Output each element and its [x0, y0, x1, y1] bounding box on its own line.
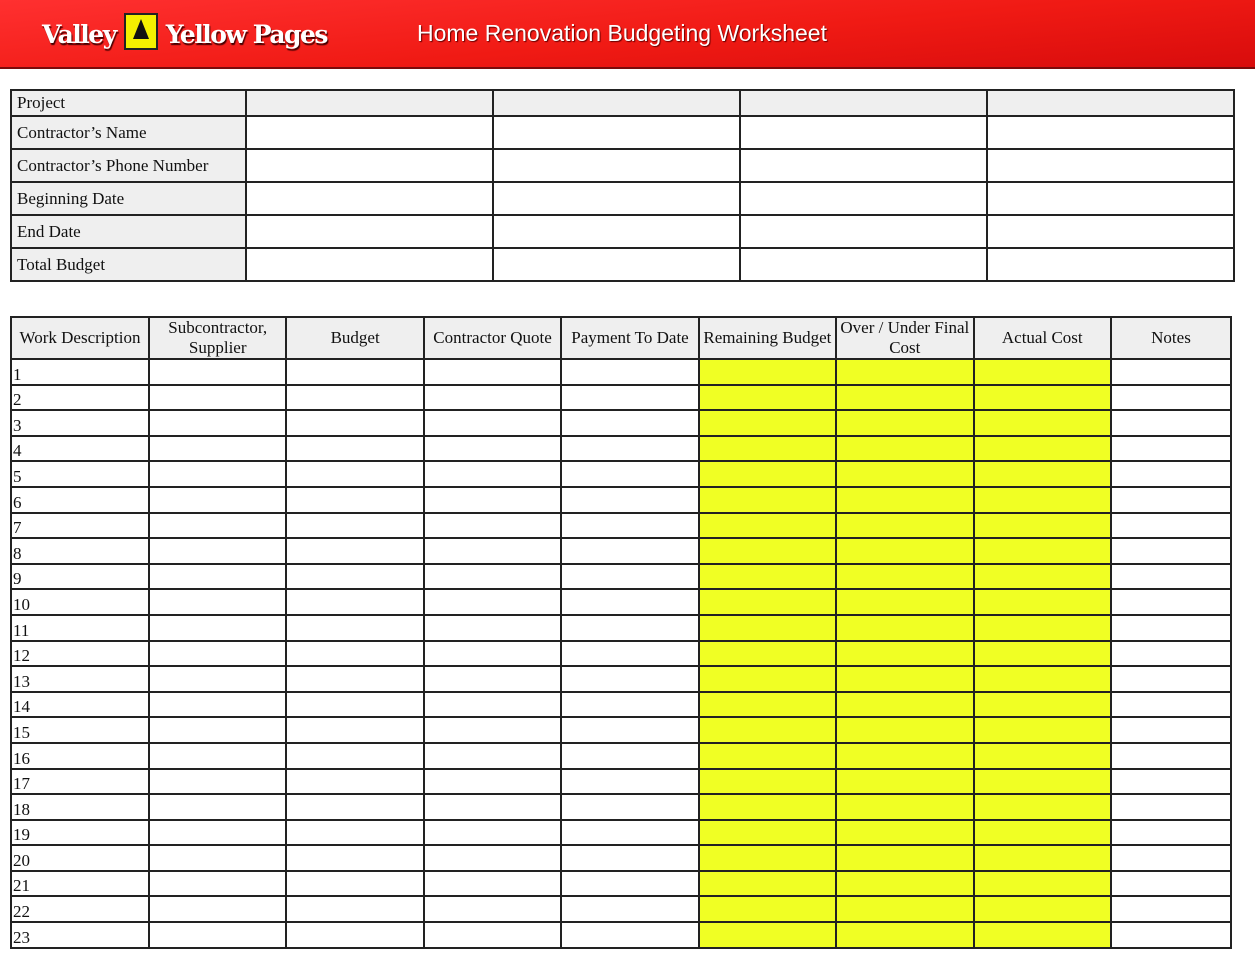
input-cell[interactable] [561, 845, 698, 871]
input-cell[interactable] [699, 589, 836, 615]
input-cell[interactable] [836, 794, 973, 820]
input-cell[interactable] [149, 487, 286, 513]
input-cell[interactable] [561, 589, 698, 615]
project-input-cell[interactable] [740, 90, 987, 116]
input-cell[interactable] [974, 820, 1111, 846]
input-cell[interactable] [561, 436, 698, 462]
input-cell[interactable] [974, 769, 1111, 795]
input-cell[interactable] [699, 436, 836, 462]
column-header: Work Description [11, 317, 149, 359]
table-row [11, 871, 1231, 897]
project-input-cell[interactable] [493, 116, 740, 149]
table-row [11, 410, 1231, 436]
input-cell[interactable] [149, 922, 286, 948]
input-cell[interactable] [149, 871, 286, 897]
input-cell[interactable] [836, 513, 973, 539]
input-cell[interactable] [836, 820, 973, 846]
row-label: End Date [11, 215, 246, 248]
input-cell[interactable] [1111, 538, 1231, 564]
input-cell[interactable] [836, 922, 973, 948]
input-cell[interactable] [424, 692, 561, 718]
row-number[interactable]: 12 [11, 641, 149, 667]
table-row [11, 845, 1231, 871]
row-label: Project [11, 90, 246, 116]
table-row [11, 794, 1231, 820]
row-label: Total Budget [11, 248, 246, 281]
table-row [11, 589, 1231, 615]
input-cell[interactable] [286, 564, 423, 590]
table-row [11, 641, 1231, 667]
input-cell[interactable] [286, 820, 423, 846]
input-cell[interactable] [561, 641, 698, 667]
input-cell[interactable] [561, 538, 698, 564]
input-cell[interactable] [561, 871, 698, 897]
input-cell[interactable] [836, 487, 973, 513]
project-input-cell[interactable] [987, 215, 1234, 248]
project-input-cell[interactable] [987, 182, 1234, 215]
input-cell[interactable] [561, 461, 698, 487]
input-cell[interactable] [1111, 743, 1231, 769]
input-cell[interactable] [424, 794, 561, 820]
input-cell[interactable] [1111, 385, 1231, 411]
input-cell[interactable] [836, 717, 973, 743]
input-cell[interactable] [1111, 692, 1231, 718]
input-cell[interactable] [286, 666, 423, 692]
input-cell[interactable] [286, 513, 423, 539]
project-input-cell[interactable] [987, 90, 1234, 116]
row-number[interactable]: 1 [11, 359, 149, 385]
table-row [11, 487, 1231, 513]
row-number[interactable]: 20 [11, 845, 149, 871]
input-cell[interactable] [561, 896, 698, 922]
logo-text-yellow-pages: Yellow Pages [165, 19, 327, 49]
input-cell[interactable] [424, 717, 561, 743]
input-cell[interactable] [699, 769, 836, 795]
input-cell[interactable] [561, 717, 698, 743]
input-cell[interactable] [149, 436, 286, 462]
project-input-cell[interactable] [987, 149, 1234, 182]
project-info-table [10, 89, 1235, 282]
input-cell[interactable] [561, 564, 698, 590]
input-cell[interactable] [149, 359, 286, 385]
input-cell[interactable] [561, 922, 698, 948]
table-row [11, 743, 1231, 769]
table-row [11, 820, 1231, 846]
input-cell[interactable] [699, 564, 836, 590]
input-cell[interactable] [286, 589, 423, 615]
row-number[interactable]: 15 [11, 717, 149, 743]
column-header: Contractor Quote [424, 317, 561, 359]
input-cell[interactable] [836, 769, 973, 795]
input-cell[interactable] [561, 794, 698, 820]
input-cell[interactable] [286, 922, 423, 948]
input-cell[interactable] [149, 589, 286, 615]
input-cell[interactable] [424, 564, 561, 590]
input-cell[interactable] [149, 513, 286, 539]
input-cell[interactable] [424, 871, 561, 897]
input-cell[interactable] [1111, 436, 1231, 462]
input-cell[interactable] [699, 794, 836, 820]
row-number[interactable]: 14 [11, 692, 149, 718]
column-header: Over / Under Final Cost [836, 317, 973, 359]
input-cell[interactable] [424, 922, 561, 948]
input-cell[interactable] [1111, 666, 1231, 692]
input-cell[interactable] [699, 692, 836, 718]
project-input-cell[interactable] [246, 149, 493, 182]
input-cell[interactable] [836, 743, 973, 769]
table-row [11, 666, 1231, 692]
row-number[interactable]: 5 [11, 461, 149, 487]
page-title: Home Renovation Budgeting Worksheet [417, 20, 827, 46]
project-input-cell[interactable] [246, 248, 493, 281]
project-input-cell[interactable] [493, 248, 740, 281]
row-number[interactable]: 8 [11, 538, 149, 564]
input-cell[interactable] [974, 692, 1111, 718]
input-cell[interactable] [836, 538, 973, 564]
input-cell[interactable] [286, 359, 423, 385]
project-input-cell[interactable] [493, 149, 740, 182]
table-row [11, 922, 1231, 948]
input-cell[interactable] [974, 743, 1111, 769]
input-cell[interactable] [561, 513, 698, 539]
input-cell[interactable] [1111, 359, 1231, 385]
table-row [11, 385, 1231, 411]
input-cell[interactable] [836, 359, 973, 385]
project-input-cell[interactable] [987, 248, 1234, 281]
input-cell[interactable] [286, 615, 423, 641]
input-cell[interactable] [699, 743, 836, 769]
row-number[interactable]: 6 [11, 487, 149, 513]
table-row [11, 461, 1231, 487]
input-cell[interactable] [836, 692, 973, 718]
project-input-cell[interactable] [246, 215, 493, 248]
project-input-cell[interactable] [740, 215, 987, 248]
input-cell[interactable] [974, 641, 1111, 667]
input-cell[interactable] [1111, 845, 1231, 871]
project-row [11, 90, 1234, 116]
row-number[interactable]: 18 [11, 794, 149, 820]
input-cell[interactable] [149, 794, 286, 820]
input-cell[interactable] [974, 666, 1111, 692]
logo-text-valley: Valley [42, 19, 116, 49]
input-cell[interactable] [424, 615, 561, 641]
project-input-cell[interactable] [987, 116, 1234, 149]
input-cell[interactable] [149, 845, 286, 871]
project-input-cell[interactable] [740, 248, 987, 281]
input-cell[interactable] [1111, 589, 1231, 615]
input-cell[interactable] [424, 820, 561, 846]
row-number[interactable]: 7 [11, 513, 149, 539]
input-cell[interactable] [699, 461, 836, 487]
input-cell[interactable] [699, 538, 836, 564]
header-row [11, 317, 1231, 359]
input-cell[interactable] [699, 845, 836, 871]
input-cell[interactable] [836, 871, 973, 897]
input-cell[interactable] [974, 461, 1111, 487]
row-number[interactable]: 3 [11, 410, 149, 436]
input-cell[interactable] [149, 385, 286, 411]
input-cell[interactable] [424, 461, 561, 487]
table-row [11, 692, 1231, 718]
row-number[interactable]: 9 [11, 564, 149, 590]
project-input-cell[interactable] [740, 149, 987, 182]
input-cell[interactable] [1111, 871, 1231, 897]
input-cell[interactable] [561, 820, 698, 846]
input-cell[interactable] [286, 436, 423, 462]
table-row [11, 513, 1231, 539]
input-cell[interactable] [974, 896, 1111, 922]
input-cell[interactable] [286, 410, 423, 436]
row-number[interactable]: 23 [11, 922, 149, 948]
project-input-cell[interactable] [246, 182, 493, 215]
input-cell[interactable] [286, 461, 423, 487]
input-cell[interactable] [561, 692, 698, 718]
input-cell[interactable] [699, 487, 836, 513]
input-cell[interactable] [836, 845, 973, 871]
input-cell[interactable] [424, 641, 561, 667]
input-cell[interactable] [699, 871, 836, 897]
input-cell[interactable] [286, 794, 423, 820]
input-cell[interactable] [149, 743, 286, 769]
input-cell[interactable] [1111, 513, 1231, 539]
input-cell[interactable] [1111, 794, 1231, 820]
project-input-cell[interactable] [740, 116, 987, 149]
input-cell[interactable] [286, 845, 423, 871]
input-cell[interactable] [286, 743, 423, 769]
table-row [11, 359, 1231, 385]
input-cell[interactable] [836, 589, 973, 615]
input-cell[interactable] [836, 410, 973, 436]
input-cell[interactable] [699, 922, 836, 948]
input-cell[interactable] [149, 717, 286, 743]
input-cell[interactable] [149, 692, 286, 718]
input-cell[interactable] [561, 769, 698, 795]
input-cell[interactable] [424, 436, 561, 462]
project-row [11, 248, 1234, 281]
row-number[interactable]: 21 [11, 871, 149, 897]
input-cell[interactable] [561, 743, 698, 769]
project-input-cell[interactable] [493, 90, 740, 116]
table-row [11, 717, 1231, 743]
row-label: Beginning Date [11, 182, 246, 215]
project-row [11, 182, 1234, 215]
project-row [11, 116, 1234, 149]
input-cell[interactable] [1111, 461, 1231, 487]
input-cell[interactable] [699, 896, 836, 922]
input-cell[interactable] [1111, 769, 1231, 795]
table-row [11, 564, 1231, 590]
walking-fingers-icon [124, 13, 158, 50]
project-input-cell[interactable] [493, 182, 740, 215]
input-cell[interactable] [424, 513, 561, 539]
row-number[interactable]: 17 [11, 769, 149, 795]
input-cell[interactable] [974, 436, 1111, 462]
row-number[interactable]: 10 [11, 589, 149, 615]
input-cell[interactable] [836, 564, 973, 590]
input-cell[interactable] [1111, 410, 1231, 436]
input-cell[interactable] [836, 461, 973, 487]
input-cell[interactable] [699, 385, 836, 411]
input-cell[interactable] [1111, 820, 1231, 846]
input-cell[interactable] [424, 410, 561, 436]
input-cell[interactable] [1111, 564, 1231, 590]
input-cell[interactable] [149, 666, 286, 692]
input-cell[interactable] [974, 717, 1111, 743]
input-cell[interactable] [561, 615, 698, 641]
input-cell[interactable] [974, 615, 1111, 641]
input-cell[interactable] [561, 666, 698, 692]
input-cell[interactable] [836, 641, 973, 667]
input-cell[interactable] [974, 359, 1111, 385]
input-cell[interactable] [424, 896, 561, 922]
input-cell[interactable] [286, 641, 423, 667]
input-cell[interactable] [149, 461, 286, 487]
input-cell[interactable] [974, 589, 1111, 615]
table-row [11, 538, 1231, 564]
input-cell[interactable] [974, 564, 1111, 590]
column-header: Actual Cost [974, 317, 1111, 359]
input-cell[interactable] [974, 922, 1111, 948]
input-cell[interactable] [974, 513, 1111, 539]
input-cell[interactable] [974, 410, 1111, 436]
row-number[interactable]: 2 [11, 385, 149, 411]
input-cell[interactable] [286, 385, 423, 411]
input-cell[interactable] [699, 359, 836, 385]
input-cell[interactable] [974, 794, 1111, 820]
input-cell[interactable] [424, 589, 561, 615]
project-input-cell[interactable] [246, 90, 493, 116]
row-number[interactable]: 11 [11, 615, 149, 641]
input-cell[interactable] [424, 769, 561, 795]
column-header: Remaining Budget [699, 317, 836, 359]
input-cell[interactable] [836, 436, 973, 462]
input-cell[interactable] [699, 717, 836, 743]
input-cell[interactable] [1111, 896, 1231, 922]
input-cell[interactable] [836, 666, 973, 692]
project-input-cell[interactable] [246, 116, 493, 149]
column-header: Subcontractor, Supplier [149, 317, 286, 359]
input-cell[interactable] [974, 487, 1111, 513]
row-number[interactable]: 16 [11, 743, 149, 769]
input-cell[interactable] [836, 615, 973, 641]
input-cell[interactable] [149, 769, 286, 795]
input-cell[interactable] [424, 385, 561, 411]
row-number[interactable]: 4 [11, 436, 149, 462]
input-cell[interactable] [424, 487, 561, 513]
logo [42, 12, 327, 56]
project-input-cell[interactable] [493, 215, 740, 248]
input-cell[interactable] [1111, 641, 1231, 667]
table-row [11, 436, 1231, 462]
column-header: Notes [1111, 317, 1231, 359]
column-header: Payment To Date [561, 317, 698, 359]
project-row [11, 215, 1234, 248]
input-cell[interactable] [424, 666, 561, 692]
table-row [11, 769, 1231, 795]
row-number[interactable]: 19 [11, 820, 149, 846]
input-cell[interactable] [424, 845, 561, 871]
input-cell[interactable] [561, 359, 698, 385]
input-cell[interactable] [836, 896, 973, 922]
input-cell[interactable] [974, 385, 1111, 411]
table-row [11, 896, 1231, 922]
row-number[interactable]: 13 [11, 666, 149, 692]
input-cell[interactable] [149, 410, 286, 436]
input-cell[interactable] [699, 615, 836, 641]
input-cell[interactable] [286, 692, 423, 718]
input-cell[interactable] [1111, 615, 1231, 641]
input-cell[interactable] [699, 410, 836, 436]
input-cell[interactable] [699, 641, 836, 667]
project-input-cell[interactable] [740, 182, 987, 215]
input-cell[interactable] [1111, 922, 1231, 948]
input-cell[interactable] [561, 410, 698, 436]
input-cell[interactable] [1111, 487, 1231, 513]
input-cell[interactable] [286, 871, 423, 897]
input-cell[interactable] [561, 487, 698, 513]
input-cell[interactable] [424, 538, 561, 564]
input-cell[interactable] [286, 487, 423, 513]
column-header: Budget [286, 317, 423, 359]
row-label: Contractor’s Phone Number [11, 149, 246, 182]
budget-table [10, 316, 1232, 949]
table-row [11, 615, 1231, 641]
row-label: Contractor’s Name [11, 116, 246, 149]
input-cell[interactable] [424, 743, 561, 769]
input-cell[interactable] [286, 769, 423, 795]
input-cell[interactable] [149, 641, 286, 667]
input-cell[interactable] [699, 666, 836, 692]
input-cell[interactable] [974, 845, 1111, 871]
input-cell[interactable] [424, 359, 561, 385]
input-cell[interactable] [699, 820, 836, 846]
input-cell[interactable] [286, 896, 423, 922]
input-cell[interactable] [149, 820, 286, 846]
input-cell[interactable] [149, 615, 286, 641]
input-cell[interactable] [286, 538, 423, 564]
input-cell[interactable] [149, 896, 286, 922]
input-cell[interactable] [149, 564, 286, 590]
input-cell[interactable] [561, 385, 698, 411]
input-cell[interactable] [286, 717, 423, 743]
input-cell[interactable] [836, 385, 973, 411]
project-row [11, 149, 1234, 182]
row-number[interactable]: 22 [11, 896, 149, 922]
input-cell[interactable] [1111, 717, 1231, 743]
input-cell[interactable] [974, 871, 1111, 897]
input-cell[interactable] [149, 538, 286, 564]
header-banner [0, 0, 1255, 69]
input-cell[interactable] [974, 538, 1111, 564]
input-cell[interactable] [699, 513, 836, 539]
